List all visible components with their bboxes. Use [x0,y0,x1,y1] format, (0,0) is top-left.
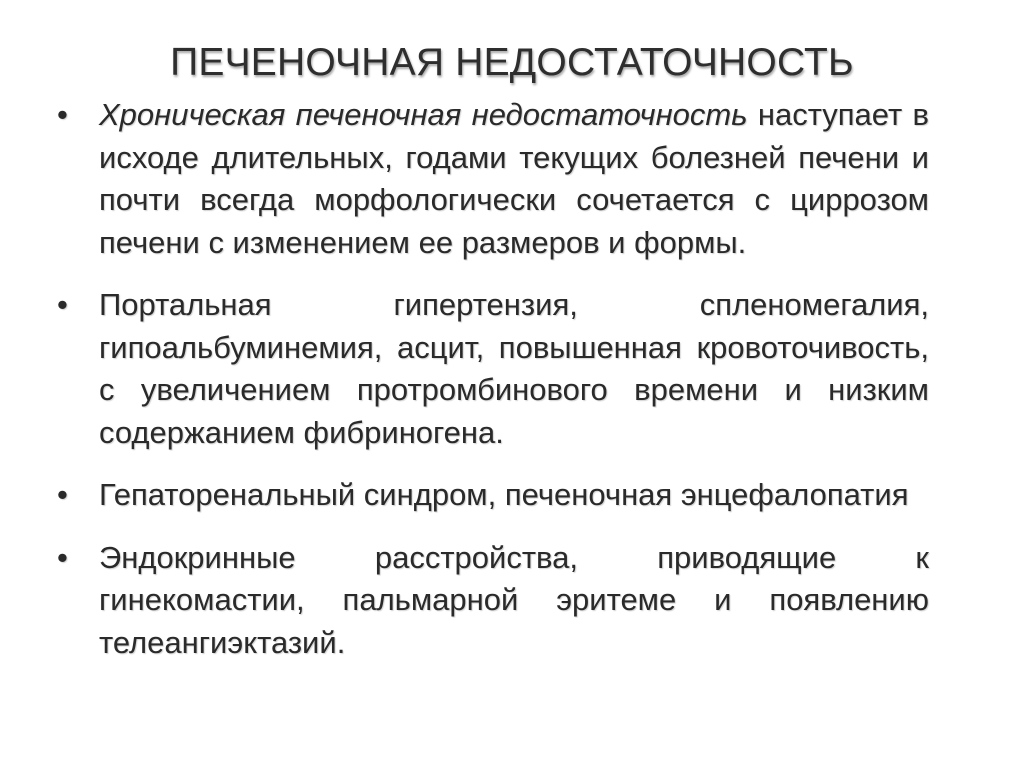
bullet-text: наступает в исходе длительных, годами текущих болезней печени и почти всегда морфологически сочетается с циррозом печени с изменением ее размеров и формы. [99,97,929,260]
bullet-list [0,94,1024,664]
bullet-text: Гепаторенальный синдром, печеночная энцефалопатия [99,477,909,512]
bullet-item-chronic [57,94,929,264]
bullet-icon: • [57,97,68,132]
bullet-icon: • [57,539,68,575]
slide-title: ПЕЧЕНОЧНАЯ НЕДОСТАТОЧНОСТЬ [170,41,854,84]
bullet-item-portal [57,284,929,454]
bullet-item-endocrine [57,537,929,665]
bullet-text: Портальная гипертензия, спленомегалия, гипоальбуминемия, асцит, повышенная кровоточивость, с увеличением протромбинового времени и низким содержанием фибриногена. [99,287,929,450]
bullet-item-hepatorenal [57,474,929,517]
bullet-icon: • [57,287,68,322]
bullet-lead-text: Хроническая печеночная недостаточность [99,97,748,132]
bullet-text: Эндокринные расстройства, приводящие к гинекомастии, пальмарной эритеме и появлению телеангиэктазий. [99,539,929,660]
bullet-icon: • [57,477,68,512]
